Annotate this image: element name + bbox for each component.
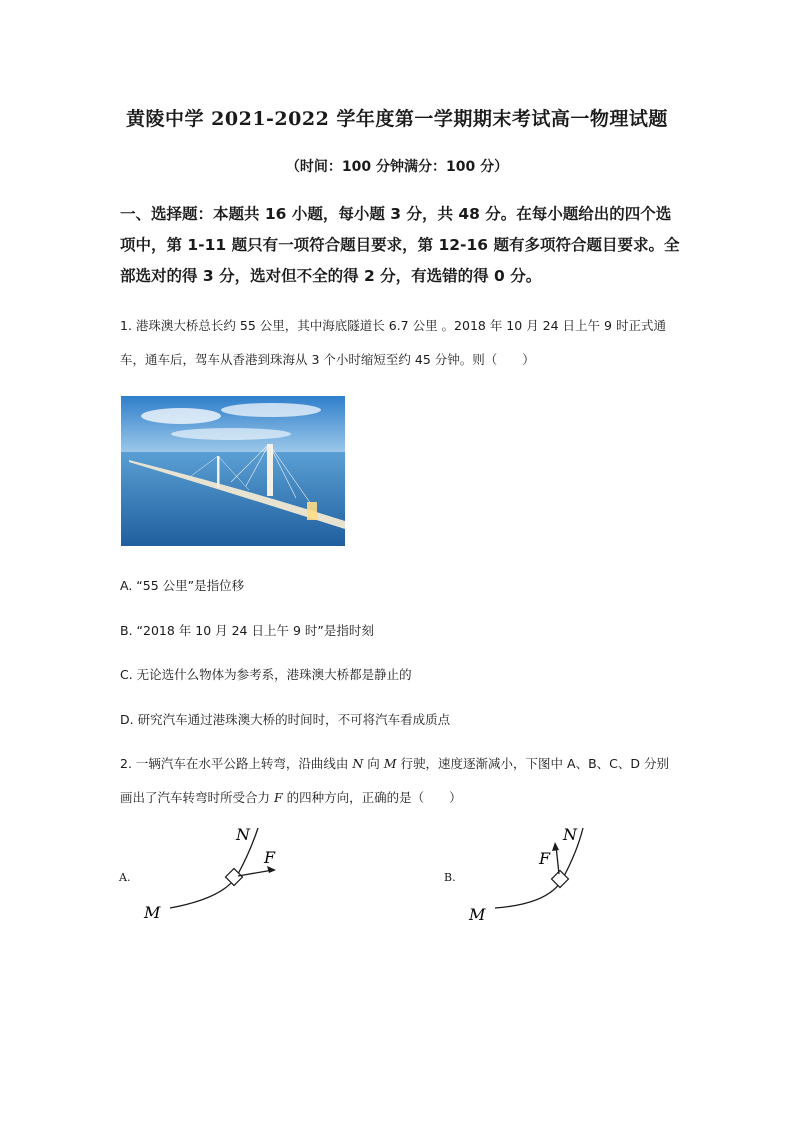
label-m: M <box>144 903 161 922</box>
q2-diagram-a-label: A. <box>119 871 131 884</box>
section-1-heading: 一、选择题：本题共 16 小题，每小题 3 分，共 48 分。在每小题给出的四个选项中，第 1-11 题只有一项符合题目要求，第 12-16 题有多项符合题目要求。全部选对的得 3 分，选对但不全的得 2 分，有选错的得 0 分。 <box>120 205 680 285</box>
q2-diagram-b-label: B. <box>444 871 456 884</box>
page-title: 黄陵中学 2021-2022 学年度第一学期期末考试高一物理试题 <box>126 108 668 130</box>
label-n: N <box>563 825 577 844</box>
question-2-stem: 2. 一辆汽车在水平公路上转弯，沿曲线由 N 向 M 行驶，速度逐渐减小，下图中 A、B、C、D 分别画出了汽车转弯时所受合力 F 的四种方向，正确的是（ ） <box>120 756 669 805</box>
label-m: M <box>469 905 486 924</box>
var-f: F <box>273 790 283 805</box>
q2-diagram-b <box>455 820 675 930</box>
exam-time-info: （时间：100 分钟满分：100 分） <box>285 159 509 175</box>
label-f: F <box>539 849 551 868</box>
label-n: N <box>236 825 250 844</box>
q1-option-a: A. “55 公里”是指位移 <box>120 578 245 593</box>
var-m: M <box>383 756 397 771</box>
var-n: N <box>352 756 364 771</box>
q1-option-d: D. 研究汽车通过港珠澳大桥的时间时，不可将汽车看成质点 <box>120 712 451 727</box>
q2-diagram-a <box>130 820 350 930</box>
label-f: F <box>264 848 276 867</box>
q1-option-b: B. “2018 年 10 月 24 日上午 9 时”是指时刻 <box>120 623 374 638</box>
q1-option-c: C. 无论选什么物体为参考系，港珠澳大桥都是静止的 <box>120 667 412 682</box>
question-1-stem: 1. 港珠澳大桥总长约 55 公里，其中海底隧道长 6.7 公里 。2018 年 10 月 24 日上午 9 时正式通车，通车后，驾车从香港到珠海从 3 个小时缩短至约 45 分钟。则（ ） <box>120 318 666 367</box>
bridge-photo <box>121 396 345 546</box>
